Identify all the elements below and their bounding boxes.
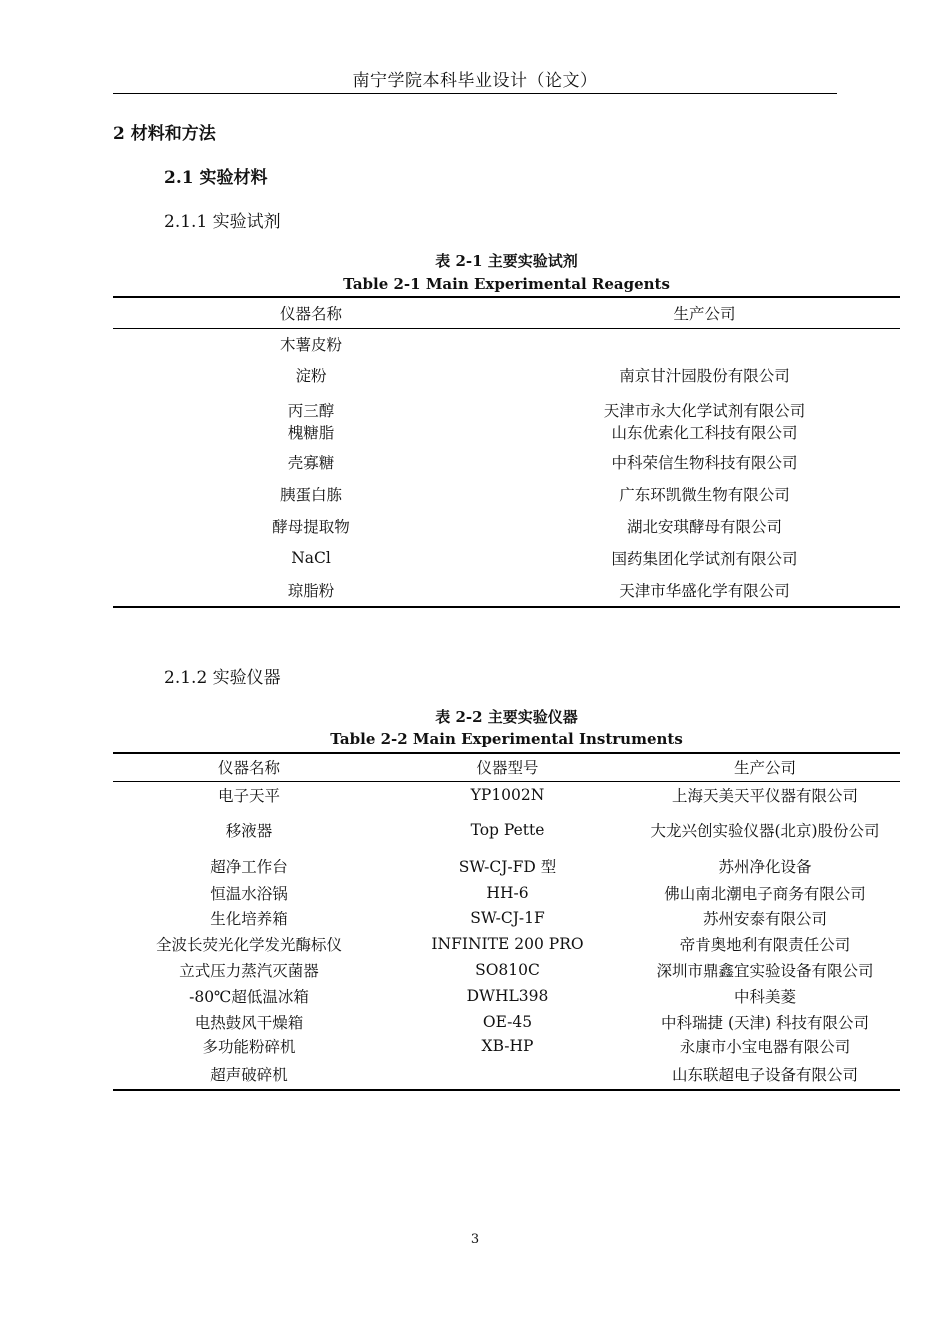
table-cell: HH-6 [486,883,529,902]
table-row [113,359,900,390]
table-cell: 恒温水浴锅 [210,884,288,903]
table-cell: 电热鼓风干燥箱 [194,1013,304,1032]
table2-caption-cn: 表 2-2 主要实验仪器 [435,708,578,726]
table-row [113,574,900,607]
table-cell: SO810C [475,961,540,979]
table-cell: 国药集团化学试剂有限公司 [611,550,798,568]
table-cell: 深圳市鼎鑫宜实验设备有限公司 [656,962,874,980]
table-cell: 广东环凯微生物有限公司 [619,486,790,504]
table-row [113,983,900,1009]
table-cell: 苏州净化设备 [718,857,812,876]
table-cell: 立式压力蒸汽灭菌器 [179,962,319,980]
table-row [113,931,900,957]
column-header: 仪器型号 [385,753,630,781]
table-cell: OE-45 [482,1012,533,1031]
table-cell: 壳寡糖 [287,453,335,472]
table-cell: DWHL398 [466,987,549,1005]
table-cell: 木薯皮粉 [279,335,342,354]
column-header: 生产公司 [509,297,900,328]
table-cell: 超净工作台 [210,857,288,876]
table-cell: 中科荣信生物科技有限公司 [611,453,798,472]
table-cell: 帝肯奥地利有限责任公司 [679,936,851,954]
table-cell: 淀粉 [295,366,327,385]
page-number: 3 [470,1232,480,1247]
table-cell: 多功能粉碎机 [202,1038,296,1056]
table-cell: 中科瑞捷 (天津) 科技有限公司 [661,1013,869,1032]
table-cell: XB-HP [481,1037,534,1055]
instruments-heading: 2.1.2 实验仪器 [164,668,281,688]
table-cell: 苏州安泰有限公司 [702,910,827,928]
table-cell: 上海天美天平仪器有限公司 [671,787,858,806]
table-cell: 中科美菱 [733,988,796,1006]
column-header: 仪器名称 [113,297,509,328]
table-row [113,809,900,851]
table-row [113,510,900,542]
table-row [113,781,900,809]
table-row [113,421,900,445]
table-row [113,1034,900,1058]
table-cell: 生化培养箱 [210,910,288,928]
table1-caption-en: Table 2-1 Main Experimental Reagents [343,275,670,293]
table-cell: 超声破碎机 [210,1065,288,1084]
table-cell: INFINITE 200 PRO [431,935,584,953]
table-cell [509,328,900,359]
table-cell: 天津市华盛化学有限公司 [619,582,790,600]
table-cell: 湖北安琪酵母有限公司 [626,518,782,536]
table-cell: 移液器 [225,822,273,840]
table-row [113,1058,900,1090]
reagents-table [113,296,900,608]
table-row [113,445,900,478]
table-cell: 天津市永大化学试剂有限公司 [603,402,806,420]
table-cell: 槐糖脂 [287,424,335,442]
instruments-table [113,752,900,1091]
table-cell: 琼脂粉 [287,582,335,600]
table-cell: 大龙兴创实验仪器(北京)股份公司 [650,822,880,840]
table-row [113,880,900,905]
page-header: 南宁学院本科毕业设计（论文） [113,66,837,94]
table-cell: -80℃超低温冰箱 [189,988,309,1006]
table-row [113,328,900,359]
table-cell: Top Pette [470,821,545,839]
table-cell: 永康市小宝电器有限公司 [679,1038,851,1056]
table-cell: 电子天平 [217,787,280,806]
table1-caption-cn: 表 2-1 主要实验试剂 [435,252,578,270]
table-cell: SW-CJ-FD 型 [458,857,557,876]
column-header: 仪器名称 [113,753,385,781]
section-heading: 2 材料和方法 [113,124,216,144]
table-cell: 丙三醇 [287,402,335,420]
table-cell: SW-CJ-1F [470,909,545,927]
table-row [113,851,900,880]
table-cell: 山东优索化工科技有限公司 [611,424,798,442]
table-cell: YP1002N [470,786,545,805]
reagents-heading: 2.1.1 实验试剂 [164,212,281,232]
table-header-row [113,753,900,781]
table-cell: 山东联超电子设备有限公司 [671,1065,858,1084]
table-row [113,905,900,931]
table-row [113,1009,900,1034]
table-cell: 胰蛋白胨 [279,486,342,504]
table-cell: NaCl [291,549,331,567]
table-row [113,542,900,574]
table-row [113,390,900,421]
table-cell [385,1058,630,1090]
table-header-row [113,297,900,328]
table-cell: 全波长荧光化学发光酶标仪 [155,936,342,954]
column-header: 生产公司 [630,753,900,781]
subsection-heading: 2.1 实验材料 [164,168,268,188]
table2-caption-en: Table 2-2 Main Experimental Instruments [330,730,683,748]
table-row [113,478,900,510]
table-cell: 佛山南北潮电子商务有限公司 [664,884,866,903]
table-cell: 酵母提取物 [272,518,350,536]
table-row [113,957,900,983]
table-cell: 南京甘汁园股份有限公司 [619,366,790,385]
